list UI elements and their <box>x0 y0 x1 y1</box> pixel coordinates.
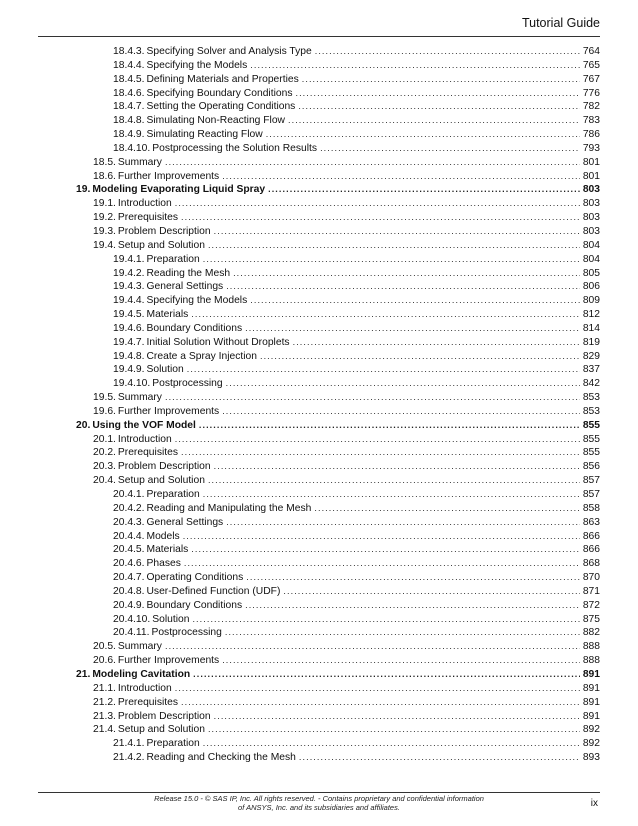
toc-entry[interactable] <box>0 571 638 585</box>
toc-entry-number: 19.4.7. <box>113 336 145 348</box>
toc-dot-leader <box>183 530 580 544</box>
toc-entry-title[interactable]: Create a Spray Injection <box>146 350 257 362</box>
toc-dot-leader <box>203 488 580 502</box>
toc-entry-number: 20.4.11. <box>113 627 150 639</box>
toc-entry-page[interactable]: 857 <box>582 475 600 487</box>
footer-line-1: Release 15.0 - © SAS IP, Inc. All rights reserved. - Contains proprietary and confidential information <box>154 794 484 803</box>
toc-entry-title[interactable]: Problem Description <box>117 710 211 722</box>
toc-entry[interactable] <box>0 100 638 114</box>
toc-dot-leader <box>192 613 579 627</box>
toc-entry-title[interactable]: Solution <box>146 364 184 376</box>
toc-entry-page[interactable]: 892 <box>582 738 600 750</box>
toc-entry-title[interactable]: Problem Description <box>117 225 211 237</box>
toc-entry-title[interactable]: Preparation <box>146 738 200 750</box>
toc-entry-page[interactable]: 805 <box>582 267 600 279</box>
toc-entry-title[interactable]: Summary <box>117 641 162 653</box>
toc-dot-leader <box>298 100 579 114</box>
toc-entry-number: 19.1. <box>93 198 116 210</box>
toc-entry-title[interactable]: Boundary Conditions <box>146 599 243 611</box>
toc-entry-title[interactable]: Materials <box>146 309 189 321</box>
toc-entry-page[interactable]: 872 <box>582 599 600 611</box>
toc-dot-leader <box>175 433 580 447</box>
toc-dot-leader <box>250 294 580 308</box>
toc-entry-number: 18.4.6. <box>113 87 145 99</box>
toc-dot-leader <box>245 599 580 613</box>
toc-entry[interactable] <box>0 156 638 170</box>
toc-entry-page[interactable]: 853 <box>582 405 600 417</box>
toc-entry[interactable] <box>0 696 638 710</box>
toc-entry-page[interactable]: 803 <box>582 212 600 224</box>
toc-dot-leader <box>175 197 580 211</box>
toc-dot-leader <box>181 446 580 460</box>
toc-dot-leader <box>222 170 580 184</box>
toc-entry-number: 20.1. <box>93 433 116 445</box>
toc-dot-leader <box>314 502 579 516</box>
toc-entry[interactable] <box>0 710 638 724</box>
toc-dot-leader <box>181 211 580 225</box>
toc-dot-leader <box>260 350 580 364</box>
toc-entry-number: 21.4.1. <box>113 738 145 750</box>
toc-entry-number: 20.4.10. <box>113 613 151 625</box>
toc-entry-page[interactable]: 809 <box>582 295 600 307</box>
toc-entry-number: 20.4.9. <box>113 599 145 611</box>
toc-dot-leader <box>199 419 580 433</box>
toc-entry[interactable] <box>0 128 638 142</box>
toc-entry-page[interactable]: 801 <box>582 156 600 168</box>
toc-entry-number: 20.4.7. <box>113 572 145 584</box>
toc-entry[interactable] <box>0 585 638 599</box>
toc-entry-page[interactable]: 891 <box>582 696 600 708</box>
toc-entry-title[interactable]: Prerequisites <box>117 696 178 708</box>
toc-entry-number: 19. <box>76 184 91 196</box>
toc-entry-title[interactable]: Reading the Mesh <box>146 267 231 279</box>
toc-entry[interactable] <box>0 446 638 460</box>
toc-dot-leader <box>299 751 580 765</box>
toc-entry-number: 20.4. <box>93 475 116 487</box>
toc-entry-page[interactable]: 866 <box>582 530 600 542</box>
toc-entry-title[interactable]: Further Improvements <box>117 170 220 182</box>
toc-entry[interactable] <box>0 45 638 59</box>
toc-entry-number: 19.5. <box>93 392 116 404</box>
toc-entry-number: 20.4.5. <box>113 544 145 556</box>
toc-entry[interactable] <box>0 363 638 377</box>
toc-entry-page[interactable]: 888 <box>582 641 600 653</box>
toc-entry-page[interactable]: 855 <box>582 433 600 445</box>
toc-entry[interactable] <box>0 308 638 322</box>
toc-entry-title[interactable]: Boundary Conditions <box>146 322 243 334</box>
toc-dot-leader <box>226 516 580 530</box>
toc-dot-leader <box>245 322 580 336</box>
toc-entry-page[interactable]: 803 <box>582 184 600 196</box>
toc-entry[interactable] <box>0 322 638 336</box>
toc-entry-page[interactable]: 892 <box>582 724 600 736</box>
toc-entry-number: 20.5. <box>93 641 116 653</box>
toc-entry-page[interactable]: 891 <box>582 710 600 722</box>
toc-entry[interactable] <box>0 350 638 364</box>
toc-entry-title[interactable]: Postprocessing <box>151 627 222 639</box>
toc-dot-leader <box>222 405 580 419</box>
toc-entry-page[interactable]: 857 <box>582 489 600 500</box>
toc-dot-leader <box>283 585 579 599</box>
toc-entry-title[interactable]: Introduction <box>117 198 172 210</box>
toc-entry-number: 19.4.5. <box>113 309 145 321</box>
toc-entry-page[interactable]: 803 <box>582 225 600 237</box>
toc-entry-page[interactable]: 875 <box>582 613 600 625</box>
toc-entry-number: 20.6. <box>93 655 116 667</box>
toc-entry[interactable] <box>0 516 638 530</box>
toc-entry[interactable] <box>0 211 638 225</box>
toc-dot-leader <box>208 474 580 488</box>
toc-entry-page[interactable]: 786 <box>582 129 600 141</box>
toc-entry-page[interactable]: 812 <box>582 309 600 321</box>
toc-entry-title[interactable]: Postprocessing the Solution Results <box>152 142 318 154</box>
toc-dot-leader <box>222 654 580 668</box>
toc-entry-page[interactable]: 868 <box>582 558 600 570</box>
toc-entry-title[interactable]: Phases <box>146 558 181 570</box>
toc-dot-leader <box>208 723 580 737</box>
toc-entry-title[interactable]: User-Defined Function (UDF) <box>146 585 281 597</box>
toc-entry[interactable] <box>0 391 638 405</box>
footer-divider <box>38 792 600 793</box>
toc-entry[interactable] <box>0 170 638 184</box>
footer-line-2: of ANSYS, Inc. and its subsidiaries and affiliates. <box>238 803 400 812</box>
toc-dot-leader <box>165 391 580 405</box>
toc-entry[interactable] <box>0 183 638 197</box>
toc-entry-number: 19.4.4. <box>113 295 145 307</box>
toc-entry-title[interactable]: Reading and Checking the Mesh <box>146 752 296 764</box>
toc-entry[interactable] <box>0 543 638 557</box>
toc-entry-page[interactable]: 866 <box>582 544 600 556</box>
toc-entry-title[interactable]: Setting the Operating Conditions <box>146 101 296 113</box>
toc-entry-title[interactable]: Simulating Non-Reacting Flow <box>146 115 285 127</box>
toc-entry-page[interactable]: 783 <box>582 115 600 127</box>
toc-entry[interactable] <box>0 460 638 474</box>
toc-dot-leader <box>165 156 580 170</box>
page-number: ix <box>590 798 598 809</box>
toc-entry-number: 19.4.3. <box>113 281 145 293</box>
toc-entry-title[interactable]: General Settings <box>146 281 224 293</box>
toc-entry-page[interactable]: 893 <box>582 752 600 764</box>
toc-entry[interactable] <box>0 59 638 73</box>
toc-entry[interactable] <box>0 405 638 419</box>
toc-entry[interactable] <box>0 73 638 87</box>
toc-entry-number: 20.4.4. <box>113 530 145 542</box>
toc-entry-title[interactable]: Defining Materials and Properties <box>146 73 299 85</box>
toc-entry-number: 20.3. <box>93 461 116 473</box>
toc-entry-number: 20.4.2. <box>113 502 145 514</box>
toc-entry-page[interactable]: 764 <box>582 46 600 57</box>
toc-entry[interactable] <box>0 474 638 488</box>
toc-entry-page[interactable]: 837 <box>582 364 600 376</box>
toc-entry-number: 18.5. <box>93 156 116 168</box>
toc-entry[interactable] <box>0 737 638 751</box>
toc-entry-number: 19.4. <box>93 239 116 251</box>
toc-entry[interactable] <box>0 239 638 253</box>
toc-entry-title[interactable]: Setup and Solution <box>117 475 205 487</box>
toc-entry[interactable] <box>0 294 638 308</box>
toc-entry-number: 19.2. <box>93 212 116 224</box>
toc-entry[interactable] <box>0 87 638 101</box>
toc-entry[interactable] <box>0 640 638 654</box>
toc-entry[interactable] <box>0 225 638 239</box>
toc-dot-leader <box>246 571 580 585</box>
toc-entry-number: 20.4.1. <box>113 489 145 500</box>
toc-dot-leader <box>320 142 580 156</box>
toc-entry-title[interactable]: Further Improvements <box>117 655 220 667</box>
toc-dot-leader <box>181 696 580 710</box>
toc-entry-number: 19.3. <box>93 225 116 237</box>
toc-entry-title[interactable]: Summary <box>117 156 162 168</box>
toc-entry-page[interactable]: 819 <box>582 336 600 348</box>
toc-entry-number: 20.4.3. <box>113 516 145 528</box>
toc-dot-leader <box>302 73 580 87</box>
toc-dot-leader <box>250 59 580 73</box>
toc-entry-number: 21.1. <box>93 682 116 694</box>
toc-entry[interactable] <box>0 654 638 668</box>
toc-entry-title[interactable]: Specifying Boundary Conditions <box>146 87 293 99</box>
toc-entry-number: 19.4.2. <box>113 267 145 279</box>
toc-entry-number: 20. <box>76 419 91 431</box>
toc-dot-leader <box>226 377 580 391</box>
toc-entry-title[interactable]: Introduction <box>117 682 172 694</box>
toc-entry-number: 21.2. <box>93 696 116 708</box>
toc-entry[interactable] <box>0 530 638 544</box>
toc-entry-number: 20.4.6. <box>113 558 145 570</box>
toc-entry[interactable] <box>0 682 638 696</box>
toc-dot-leader <box>208 239 580 253</box>
toc-dot-leader <box>293 336 580 350</box>
toc-entry-page[interactable]: 804 <box>582 253 600 265</box>
toc-entry-page[interactable]: 814 <box>582 322 600 334</box>
toc-dot-leader <box>266 128 580 142</box>
toc-entry-page[interactable]: 767 <box>582 73 600 85</box>
toc-entry[interactable] <box>0 668 638 682</box>
toc-dot-leader <box>191 543 580 557</box>
toc-entry-number: 19.4.1. <box>113 253 145 265</box>
toc-entry-title[interactable]: Further Improvements <box>117 405 220 417</box>
header-divider <box>38 36 600 37</box>
toc-entry-page[interactable]: 806 <box>582 281 600 293</box>
toc-entry-title[interactable]: Specifying Solver and Analysis Type <box>146 46 312 57</box>
toc-entry-number: 19.4.10. <box>113 378 151 390</box>
toc-entry-title[interactable]: Initial Solution Without Droplets <box>146 336 290 348</box>
toc-entry[interactable] <box>0 267 638 281</box>
toc-entry[interactable] <box>0 336 638 350</box>
toc-entry[interactable] <box>0 197 638 211</box>
toc-entry-title[interactable]: Prerequisites <box>117 447 178 459</box>
toc-dot-leader <box>203 737 580 751</box>
toc-entry-number: 18.4.4. <box>113 59 145 71</box>
toc-entry[interactable] <box>0 377 638 391</box>
toc-dot-leader <box>191 308 580 322</box>
toc-entry[interactable] <box>0 557 638 571</box>
toc-entry-page[interactable]: 829 <box>582 350 600 362</box>
toc-dot-leader <box>295 87 579 101</box>
toc-dot-leader <box>214 460 580 474</box>
toc-entry-title[interactable]: Preparation <box>146 489 200 500</box>
toc-entry[interactable] <box>0 502 638 516</box>
toc-entry-title[interactable]: Models <box>146 530 180 542</box>
toc-entry-title[interactable]: Modeling Evaporating Liquid Spray <box>92 184 266 196</box>
toc-dot-leader <box>175 682 580 696</box>
toc-dot-leader <box>184 557 580 571</box>
toc-entry-number: 21.3. <box>93 710 116 722</box>
toc-entry-title[interactable]: Postprocessing <box>152 378 223 390</box>
toc-entry-page[interactable]: 871 <box>582 585 600 597</box>
toc-dot-leader <box>268 183 580 197</box>
toc-entry-number: 20.4.8. <box>113 585 145 597</box>
table-of-contents <box>0 45 638 765</box>
toc-entry-title[interactable]: Setup and Solution <box>117 239 205 251</box>
toc-entry-number: 18.4.10. <box>113 142 151 154</box>
toc-entry-title[interactable]: Reading and Manipulating the Mesh <box>146 502 312 514</box>
toc-dot-leader <box>214 225 580 239</box>
toc-entry-page[interactable]: 765 <box>582 59 600 71</box>
toc-entry-number: 18.4.8. <box>113 115 145 127</box>
toc-entry[interactable] <box>0 253 638 267</box>
toc-entry-page[interactable]: 870 <box>582 572 600 584</box>
toc-entry-title[interactable]: Introduction <box>117 433 172 445</box>
toc-entry-number: 21. <box>76 668 91 680</box>
toc-dot-leader <box>225 626 580 640</box>
toc-entry[interactable] <box>0 626 638 640</box>
toc-entry-title[interactable]: Problem Description <box>117 461 211 473</box>
toc-entry-page[interactable]: 863 <box>582 516 600 528</box>
toc-entry-title[interactable]: Using the VOF Model <box>92 419 196 431</box>
toc-entry[interactable] <box>0 433 638 447</box>
toc-entry-page[interactable]: 888 <box>582 655 600 667</box>
toc-entry-title[interactable]: Preparation <box>146 253 200 265</box>
toc-entry-title[interactable]: General Settings <box>146 516 224 528</box>
toc-entry-number: 19.4.8. <box>113 350 145 362</box>
toc-dot-leader <box>203 253 580 267</box>
running-header-title: Tutorial Guide <box>521 16 600 30</box>
toc-dot-leader <box>233 267 580 281</box>
toc-entry[interactable] <box>0 613 638 627</box>
toc-entry-title[interactable]: Materials <box>146 544 189 556</box>
toc-entry[interactable] <box>0 723 638 737</box>
toc-dot-leader <box>288 114 580 128</box>
toc-entry-number: 18.4.5. <box>113 73 145 85</box>
toc-entry-number: 18.4.9. <box>113 129 145 141</box>
toc-dot-leader <box>315 45 580 59</box>
toc-dot-leader <box>214 710 580 724</box>
toc-entry-title[interactable]: Specifying the Models <box>146 59 248 71</box>
toc-dot-leader <box>187 363 580 377</box>
toc-entry-page[interactable]: 891 <box>582 668 600 680</box>
toc-entry-number: 19.4.9. <box>113 364 145 376</box>
toc-entry-page[interactable]: 882 <box>582 627 600 639</box>
toc-entry-number: 20.2. <box>93 447 116 459</box>
toc-entry-page[interactable]: 853 <box>582 392 600 404</box>
toc-entry-title[interactable]: Solution <box>152 613 190 625</box>
toc-entry-title[interactable]: Prerequisites <box>117 212 178 224</box>
toc-entry[interactable] <box>0 280 638 294</box>
toc-entry[interactable] <box>0 599 638 613</box>
toc-entry-number: 18.4.3. <box>113 46 145 57</box>
toc-entry-number: 19.4.6. <box>113 322 145 334</box>
toc-entry-title[interactable]: Simulating Reacting Flow <box>146 129 263 141</box>
toc-entry-number: 19.6. <box>93 405 116 417</box>
toc-entry-page[interactable]: 842 <box>582 378 600 390</box>
toc-entry-page[interactable]: 855 <box>582 419 600 431</box>
toc-dot-leader <box>193 668 580 682</box>
toc-entry-number: 18.6. <box>93 170 116 182</box>
toc-entry-page[interactable]: 858 <box>582 502 600 514</box>
toc-dot-leader <box>226 280 580 294</box>
toc-entry-number: 21.4.2. <box>113 752 145 764</box>
toc-entry[interactable] <box>0 419 638 433</box>
toc-entry-page[interactable]: 801 <box>582 170 600 182</box>
toc-entry-number: 21.4. <box>93 724 116 736</box>
toc-entry-title[interactable]: Modeling Cavitation <box>92 668 191 680</box>
toc-entry-page[interactable]: 782 <box>582 101 600 113</box>
toc-entry-title[interactable]: Setup and Solution <box>117 724 205 736</box>
toc-entry[interactable] <box>0 114 638 128</box>
toc-entry-number: 18.4.7. <box>113 101 145 113</box>
toc-entry[interactable] <box>0 142 638 156</box>
toc-entry-title[interactable]: Operating Conditions <box>146 572 244 584</box>
toc-entry[interactable] <box>0 751 638 765</box>
toc-entry-page[interactable]: 803 <box>582 198 600 210</box>
footer-copyright <box>0 794 638 812</box>
toc-entry-title[interactable]: Specifying the Models <box>146 295 248 307</box>
toc-dot-leader <box>165 640 580 654</box>
toc-entry-page[interactable]: 804 <box>582 239 600 251</box>
toc-entry-title[interactable]: Summary <box>117 392 162 404</box>
toc-entry-page[interactable]: 856 <box>582 461 600 473</box>
toc-entry-page[interactable]: 855 <box>582 447 600 459</box>
toc-entry-page[interactable]: 793 <box>582 142 600 154</box>
toc-entry-page[interactable]: 891 <box>582 682 600 694</box>
toc-entry[interactable] <box>0 488 638 502</box>
toc-entry-page[interactable]: 776 <box>582 87 600 99</box>
